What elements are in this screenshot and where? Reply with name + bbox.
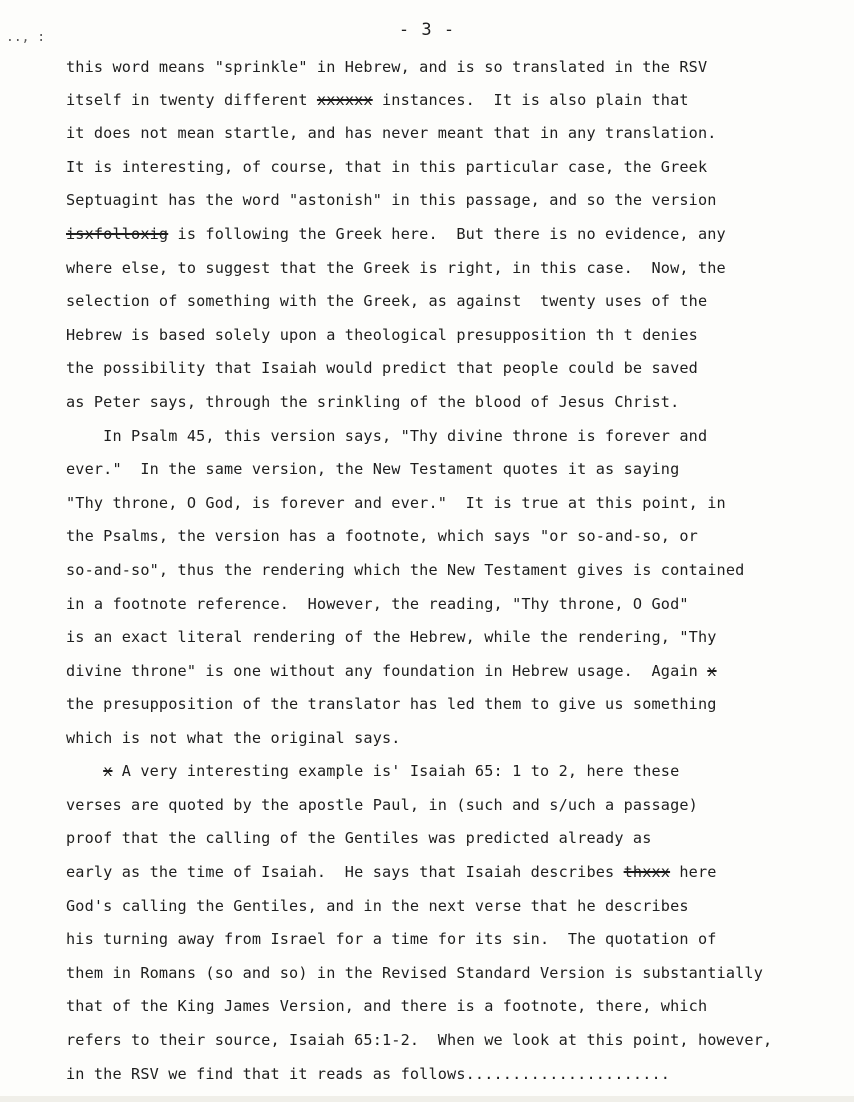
struck-text: isxfolloxig	[66, 225, 169, 243]
line-text: this word means "sprinkle" in Hebrew, and is so translated in the RSV	[66, 58, 708, 76]
text-line	[66, 1031, 772, 1049]
line-text	[66, 762, 103, 780]
line-text: which is not what the original says.	[66, 729, 401, 747]
text-line	[66, 225, 726, 243]
text-line	[66, 997, 707, 1015]
text-line	[66, 124, 717, 142]
line-text: God's calling the Gentiles, and in the next verse that he describes	[66, 897, 689, 915]
text-line	[66, 58, 707, 76]
line-text: in the RSV we find that it reads as follows......................	[66, 1065, 671, 1083]
text-line	[66, 427, 707, 445]
text-line	[66, 91, 689, 109]
text-line	[66, 897, 689, 915]
line-text: the presupposition of the translator has led them to give us something	[66, 695, 717, 713]
line-text: where else, to suggest that the Greek is right, in this case. Now, the	[66, 259, 726, 277]
text-line	[66, 259, 726, 277]
text-line	[66, 158, 707, 176]
text-line	[66, 930, 717, 948]
text-line	[66, 863, 717, 881]
text-line	[66, 762, 679, 780]
text-line	[66, 561, 744, 579]
page-number: - 3 -	[398, 20, 456, 40]
text-line	[66, 964, 763, 982]
line-text: Septuagint has the word "astonish" in this passage, and so the version	[66, 191, 717, 209]
text-line	[66, 1065, 670, 1083]
line-text: ever." In the same version, the New Testament quotes it as saying	[66, 460, 680, 478]
line-text: proof that the calling of the Gentiles was predicted already as	[66, 829, 652, 847]
line-text: the Psalms, the version has a footnote, which says "or so-and-so, or	[66, 527, 698, 545]
text-line	[66, 628, 717, 646]
line-text: A very interesting example is' Isaiah 65: 1 to 2, here these	[112, 762, 680, 780]
line-text: his turning away from Israel for a time for its sin. The quotation of	[66, 930, 717, 948]
line-text: Hebrew is based solely upon a theological presupposition th t denies	[66, 326, 698, 344]
text-line	[66, 729, 401, 747]
text-line	[66, 527, 698, 545]
line-text: here	[670, 863, 717, 881]
text-line	[66, 359, 698, 377]
line-text: itself in twenty different	[66, 91, 317, 109]
line-text: the possibility that Isaiah would predict that people could be saved	[66, 359, 698, 377]
line-text: refers to their source, Isaiah 65:1-2. When we look at this point, however,	[66, 1031, 773, 1049]
line-text: It is interesting, of course, that in this particular case, the Greek	[66, 158, 708, 176]
line-text: so-and-so", thus the rendering which the New Testament gives is contained	[66, 561, 745, 579]
line-text: is an exact literal rendering of the Hebrew, while the rendering, "Thy	[66, 628, 717, 646]
line-text: as Peter says, through the srinkling of the blood of Jesus Christ.	[66, 393, 680, 411]
text-line	[66, 460, 679, 478]
page-bottom-edge	[0, 1096, 854, 1102]
line-text: instances. It is also plain that	[372, 91, 689, 109]
text-line	[66, 494, 726, 512]
line-text: it does not mean startle, and has never meant that in any translation.	[66, 124, 717, 142]
text-line	[66, 595, 689, 613]
line-text: "Thy throne, O God, is forever and ever." It is true at this point, in	[66, 494, 726, 512]
struck-text: x	[103, 762, 113, 780]
line-text: in a footnote reference. However, the reading, "Thy throne, O God"	[66, 595, 689, 613]
text-line	[66, 662, 717, 680]
line-text: divine throne" is one without any foundation in Hebrew usage. Again	[66, 662, 708, 680]
line-text: selection of something with the Greek, as against twenty uses of the	[66, 292, 708, 310]
line-text: verses are quoted by the apostle Paul, in (such and s/uch a passage)	[66, 796, 698, 814]
line-text: them in Romans (so and so) in the Revised Standard Version is substantially	[66, 964, 764, 982]
line-text: In Psalm 45, this version says, "Thy divine throne is forever and	[66, 427, 708, 445]
text-line	[66, 796, 698, 814]
text-line	[66, 326, 698, 344]
struck-text: thxxx	[623, 863, 671, 881]
line-text: early as the time of Isaiah. He says that Isaiah describes	[66, 863, 624, 881]
text-line	[66, 393, 679, 411]
struck-text: x	[707, 662, 717, 680]
text-line	[66, 191, 717, 209]
line-text: that of the King James Version, and there is a footnote, there, which	[66, 997, 708, 1015]
line-text: is following the Greek here. But there is no evidence, any	[168, 225, 726, 243]
text-line	[66, 292, 707, 310]
struck-text: xxxxxx	[316, 91, 373, 109]
corner-marks: .., :	[6, 30, 46, 45]
text-line	[66, 829, 652, 847]
text-line	[66, 695, 717, 713]
